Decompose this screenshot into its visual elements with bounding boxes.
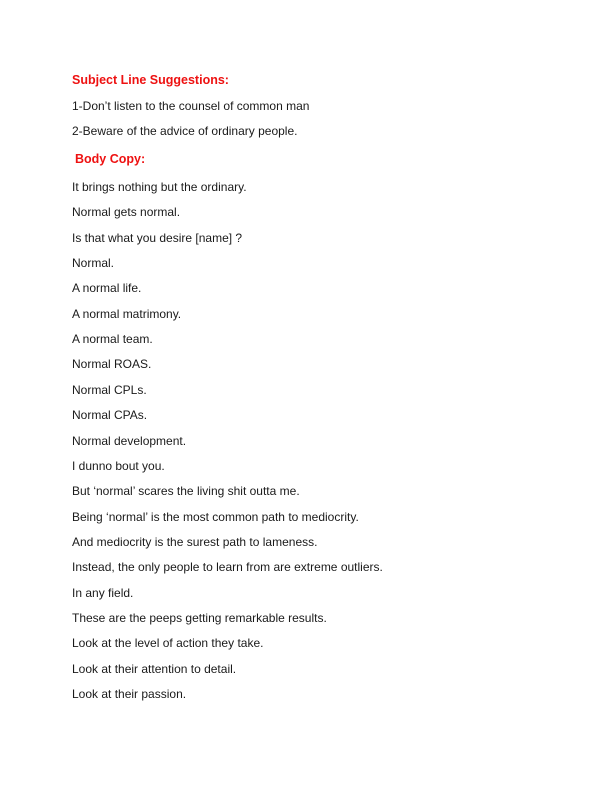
subject-heading: Subject Line Suggestions: bbox=[72, 73, 229, 87]
body-line: Is that what you desire [name] ? bbox=[72, 230, 243, 245]
body-line: Normal gets normal. bbox=[72, 205, 181, 220]
body-line: Normal CPAs. bbox=[72, 408, 148, 423]
body-line: Normal ROAS. bbox=[72, 357, 152, 372]
body-line: Normal CPLs. bbox=[72, 382, 147, 397]
body-line: But ‘normal’ scares the living shit outta me. bbox=[72, 484, 300, 499]
body-line: A normal matrimony. bbox=[72, 306, 182, 321]
body-line: I dunno bout you. bbox=[72, 458, 165, 473]
body-line: A normal team. bbox=[72, 332, 153, 347]
body-line: Look at their passion. bbox=[72, 687, 187, 701]
body-heading: Body Copy: bbox=[75, 152, 146, 166]
body-line: Normal development. bbox=[72, 433, 187, 448]
body-line: Look at their attention to detail. bbox=[72, 661, 237, 676]
body-line: It brings nothing but the ordinary. bbox=[72, 180, 247, 194]
subject-line-1: 1-Don’t listen to the counsel of common man bbox=[72, 99, 310, 113]
body-line: A normal life. bbox=[72, 281, 142, 296]
body-line: And mediocrity is the surest path to lameness. bbox=[72, 534, 318, 549]
body-line: Look at the level of action they take. bbox=[72, 636, 264, 651]
body-line: Instead, the only people to learn from are extreme outliers. bbox=[72, 560, 383, 575]
subject-line-2: 2-Beware of the advice of ordinary people. bbox=[72, 124, 298, 138]
body-line: These are the peeps getting remarkable results. bbox=[72, 610, 327, 625]
body-line: In any field. bbox=[72, 585, 134, 600]
body-line: Normal. bbox=[72, 256, 115, 271]
body-line: Being ‘normal’ is the most common path to mediocrity. bbox=[72, 509, 359, 524]
